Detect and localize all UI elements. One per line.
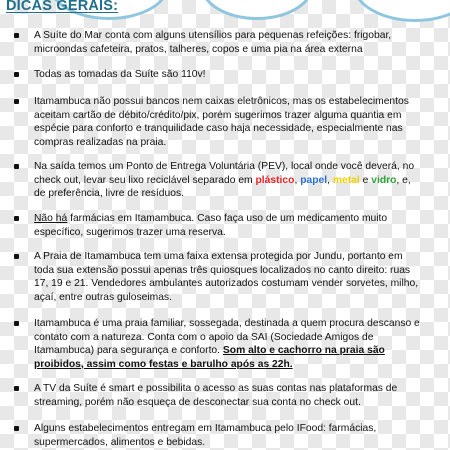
item-text: Alguns estabelecimentos entregam em Itamambuca pelo IFood: farmácias, supermercados, alimentos e bebidas. [34,423,377,448]
decorative-circle [352,0,450,22]
item-text [34,160,424,201]
item-text: Itamambuca não possui bancos nem caixas eletrônicos, mas os estabelecimentos aceitam cartão de débito/crédito/pix, porém sugerimos trazer alguma quantia em espécie para conforto e tranquilidade caso haja necessidade, especialmente nas compras realizadas na praia. [34,96,409,148]
item-text: Todas as tomadas da Suíte são 110v! [34,69,206,80]
bullet-icon [14,386,19,391]
conjunction: e [362,174,369,186]
decorative-circle [200,0,314,20]
recycling-plastic-label: plástico [255,174,295,186]
item-text-pre: Na saída temos um Ponto de Entrega Voluntária (PEV), local onde você deverá, no check out, levar seu lixo reciclável separado em [34,161,415,186]
recycling-metal-label: metal [332,174,360,186]
item-text-pre: Itamambuca é uma praia familiar, sossegada, destinada a quem procura descanso e contato com a natureza. Conta com o apoio da SAI (Sociedade Amigos de Itamambuca) para segurança e conforto. [34,318,420,357]
bullet-icon [14,72,19,77]
item-text: A Suíte do Mar conta com alguns utensílios para pequenas refeições: frigobar, microondas cafeteira, pratos, talheres, copos e uma pia na área externa [34,30,392,55]
bullet-icon [14,321,19,326]
bullet-icon [14,99,19,104]
separator: , [327,174,330,186]
bullet-icon [14,426,19,431]
item-text-post: , e, de preferência, livre de resíduos. [34,174,411,200]
recycling-glass-label: vidro [371,174,397,186]
bullet-icon [14,33,19,38]
section-heading: DICAS GERAIS: [6,0,119,14]
item-text: A Praia de Itamambuca tem uma faixa extensa protegida por Jundu, portanto em toda sua extensão possui apenas três quiosques localizados no canto direito: ruas 17, 19 e 21. Vendedores ambulantes autorizados costumam vender sorvetes, milho, açaí, entre outras guloseimas. [34,251,419,303]
item-text [34,317,424,371]
bullet-icon [14,216,19,221]
bullet-icon [14,254,19,259]
recycling-paper-label: papel [300,174,328,186]
item-text [34,212,424,239]
bullet-icon [14,164,19,169]
item-text-rest: farmácias em Itamambuca. Caso faça uso de um medicamento muito específico, sugerimos trazer uma reserva. [34,213,388,238]
item-text-bold: Som alto e cachorro na praia são proibidos, assim como festas e barulho após as 22h. [34,345,385,370]
separator: , [294,174,298,186]
item-text-underlined: Não há [34,213,68,224]
item-text: A TV da Suíte é smart e possibilita o acesso as suas contas nas plataformas de streaming, porém não esqueça de desconectar sua conta no check out. [34,383,398,408]
